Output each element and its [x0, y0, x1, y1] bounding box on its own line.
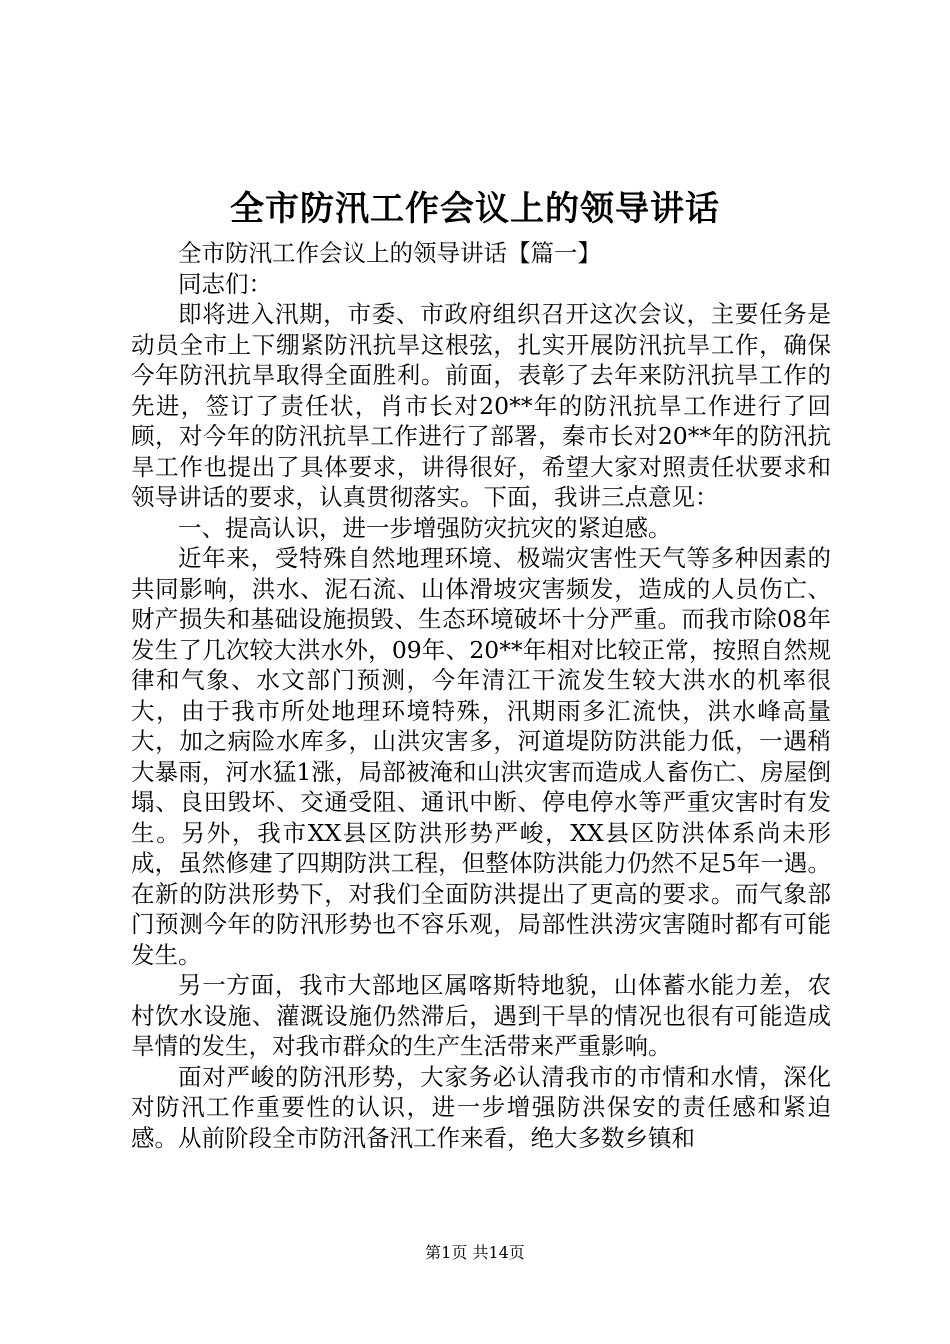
section-heading: 全市防汛工作会议上的领导讲话【篇一】: [178, 239, 601, 267]
salutation: 同志们：: [178, 269, 272, 298]
point-heading-1: 一、提高认识，进一步增强防灾抗灾的紧迫感。: [178, 513, 672, 542]
page-number-footer: 第1页 共14页: [425, 1243, 525, 1262]
paragraph-awareness: 面对严峻的防汛形势，大家务必认清我市的市情和水情，深化对防汛工作重要性的认识，进一步增强防洪保安的责任感和紧迫感。从前阶段全市防汛备汛工作来看，绝大多数乡镇和: [131, 1062, 831, 1152]
paragraph-flood-situation: 近年来，受特殊自然地理环境、极端灾害性天气等多种因素的共同影响，洪水、泥石流、山体滑坡灾害频发，造成的人员伤亡、财产损失和基础设施损毁、生态环境破坏十分严重。而我市除08年发生了几次较大洪水外，09年、20**年相对比较正常，按照自然规律和气象、水文部门预测，今年清江干流发生较大洪水的机率很大，由于我市所处地理环境特殊，汛期雨多汇流快，洪水峰高量大，加之病险水库多，山洪灾害多，河道堤防防洪能力低，一遇稍大暴雨，河水猛1涨，局部被淹和山洪灾害而造成人畜伤亡、房屋倒塌、良田毁坏、交通受阻、通讯中断、停电停水等严重灾害时有发生。另外，我市XX县区防洪形势严峻，XX县区防洪体系尚未形成，虽然修建了四期防洪工程，但整体防洪能力仍然不足5年一遇。在新的防洪形势下，对我们全面防洪提出了更高的要求。而气象部门预测今年的防汛形势也不容乐观，局部性洪涝灾害随时都有可能发生。: [131, 544, 831, 969]
paragraph-intro: 即将进入汛期，市委、市政府组织召开这次会议，主要任务是动员全市上下绷紧防汛抗旱这根弦，扎实开展防汛抗旱工作，确保今年防汛抗旱取得全面胜利。前面，表彰了去年来防汛抗旱工作的先进，签订了责任状，肖市长对20**年的防汛抗旱工作进行了回顾，对今年的防汛抗旱工作进行了部署，秦市长对20**年的防汛抗旱工作也提出了具体要求，讲得很好，希望大家对照责任状要求和领导讲话的要求，认真贯彻落实。下面，我讲三点意见：: [131, 300, 831, 511]
paragraph-drought-situation: 另一方面，我市大部地区属喀斯特地貌，山体蓄水能力差，农村饮水设施、灌溉设施仍然滞后，遇到干旱的情况也很有可能造成旱情的发生，对我市群众的生产生活带来严重影响。: [131, 971, 831, 1060]
document-body: [131, 238, 831, 1153]
document-title: 全市防汛工作会议上的领导讲话: [230, 189, 720, 229]
